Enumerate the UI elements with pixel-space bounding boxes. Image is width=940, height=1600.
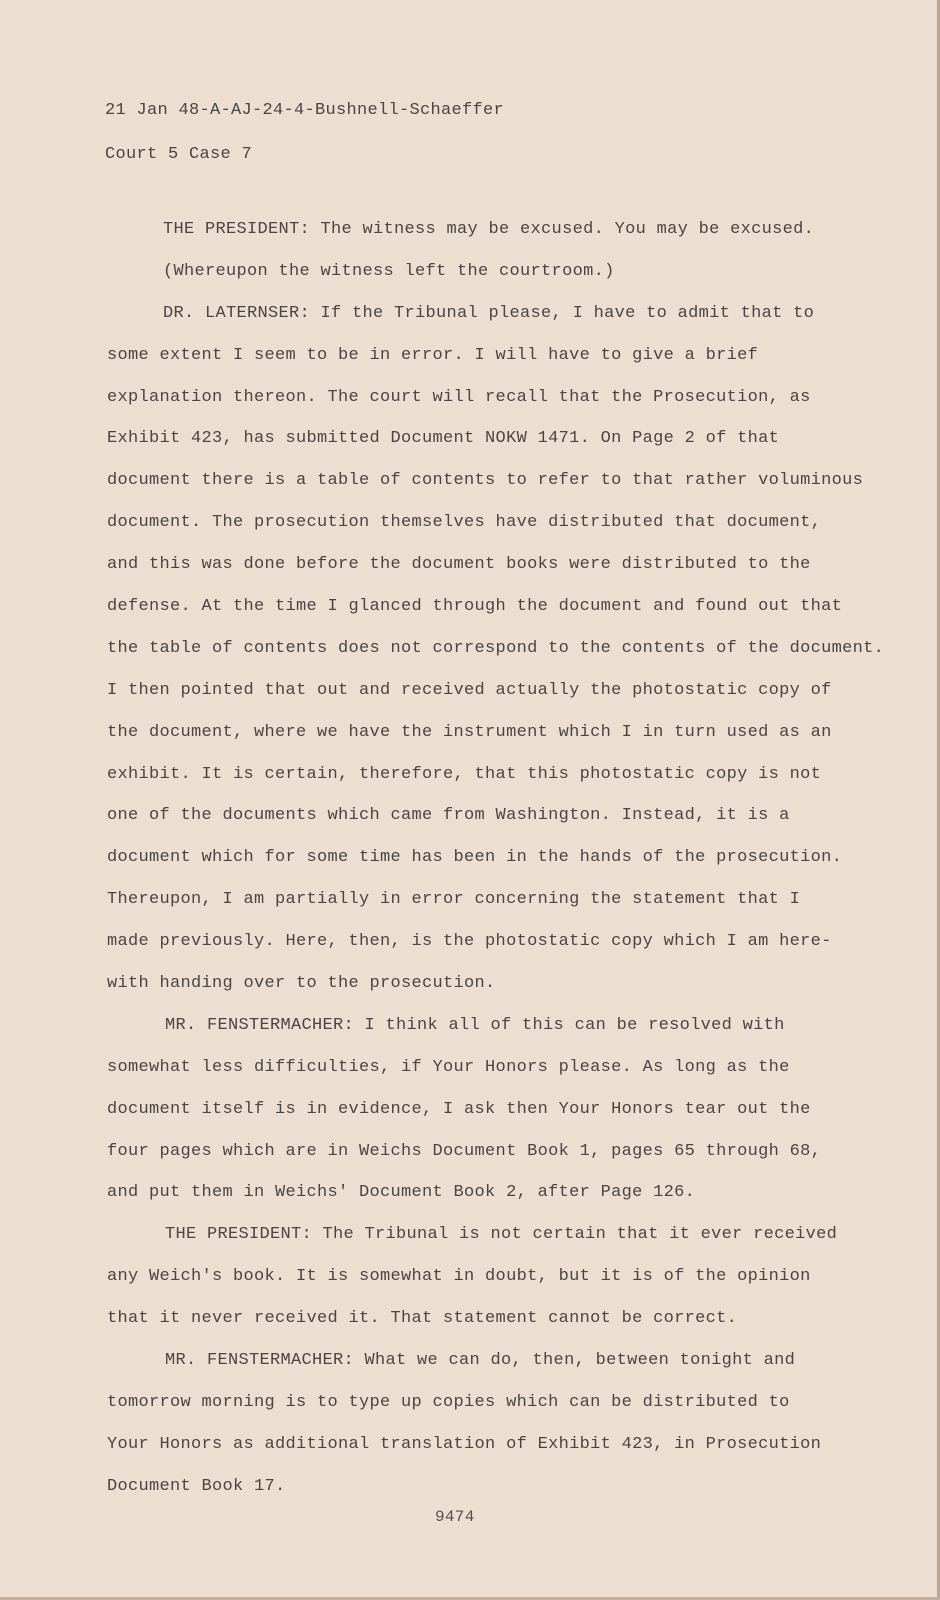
transcript-line: MR. FENSTERMACHER: What we can do, then, between tonight and [165, 1351, 796, 1371]
transcript-line: Your Honors as additional translation of Exhibit 423, in Prosecution [107, 1434, 822, 1454]
transcript-line: and put them in Weichs' Document Book 2, after Page 126. [107, 1183, 696, 1203]
transcript-line: exhibit. It is certain, therefore, that this photostatic copy is not [107, 764, 822, 784]
transcript-line: document. The prosecution themselves have distributed that document, [107, 513, 822, 533]
transcript-line: Exhibit 423, has submitted Document NOKW 1471. On Page 2 of that [107, 429, 780, 449]
transcript-line: with handing over to the prosecution. [107, 974, 496, 994]
transcript-line: MR. FENSTERMACHER: I think all of this can be resolved with [165, 1015, 785, 1035]
header-reference: 21 Jan 48-A-AJ-24-4-Bushnell-Schaeffer [105, 101, 505, 120]
transcript-line: that it never received it. That statement cannot be correct. [107, 1309, 738, 1329]
transcript-line: and this was done before the document books were distributed to the [107, 555, 811, 575]
transcript-line: document there is a table of contents to refer to that rather voluminous [107, 471, 864, 491]
transcript-line: I then pointed that out and received actually the photostatic copy of [107, 680, 832, 700]
transcript-line: explanation thereon. The court will recall that the Prosecution, as [107, 387, 811, 407]
transcript-line: four pages which are in Weichs Document Book 1, pages 65 through 68, [107, 1141, 822, 1161]
transcript-line: defense. At the time I glanced through the document and found out that [107, 597, 843, 617]
transcript-line: THE PRESIDENT: The Tribunal is not certain that it ever received [165, 1225, 838, 1245]
document-header [105, 96, 504, 184]
transcript-line: made previously. Here, then, is the photostatic copy which I am here- [107, 932, 832, 952]
transcript-line: the document, where we have the instrument which I in turn used as an [107, 722, 832, 742]
transcript-line: Document Book 17. [107, 1476, 286, 1496]
transcript-line: DR. LATERNSER: If the Tribunal please, I have to admit that to [163, 303, 815, 323]
transcript-body [107, 215, 885, 1514]
transcript-line: any Weich's book. It is somewhat in doubt, but it is of the opinion [107, 1267, 811, 1287]
transcript-line: tomorrow morning is to type up copies which can be distributed to [107, 1392, 790, 1412]
transcript-line: document itself is in evidence, I ask then Your Honors tear out the [107, 1099, 811, 1119]
transcript-line: some extent I seem to be in error. I will have to give a brief [107, 345, 759, 365]
page-number: 9474 [435, 1508, 475, 1526]
transcript-line: (Whereupon the witness left the courtroom.) [163, 261, 615, 281]
header-court-case: Court 5 Case 7 [105, 145, 253, 164]
transcript-line: THE PRESIDENT: The witness may be excused. You may be excused. [163, 220, 815, 239]
transcript-line: one of the documents which came from Washington. Instead, it is a [107, 806, 790, 826]
transcript-line: the table of contents does not correspond to the contents of the document. [107, 638, 885, 658]
transcript-line: somewhat less difficulties, if Your Honors please. As long as the [107, 1057, 790, 1077]
transcript-line: Thereupon, I am partially in error concerning the statement that I [107, 890, 801, 910]
transcript-line: document which for some time has been in the hands of the prosecution. [107, 848, 843, 868]
